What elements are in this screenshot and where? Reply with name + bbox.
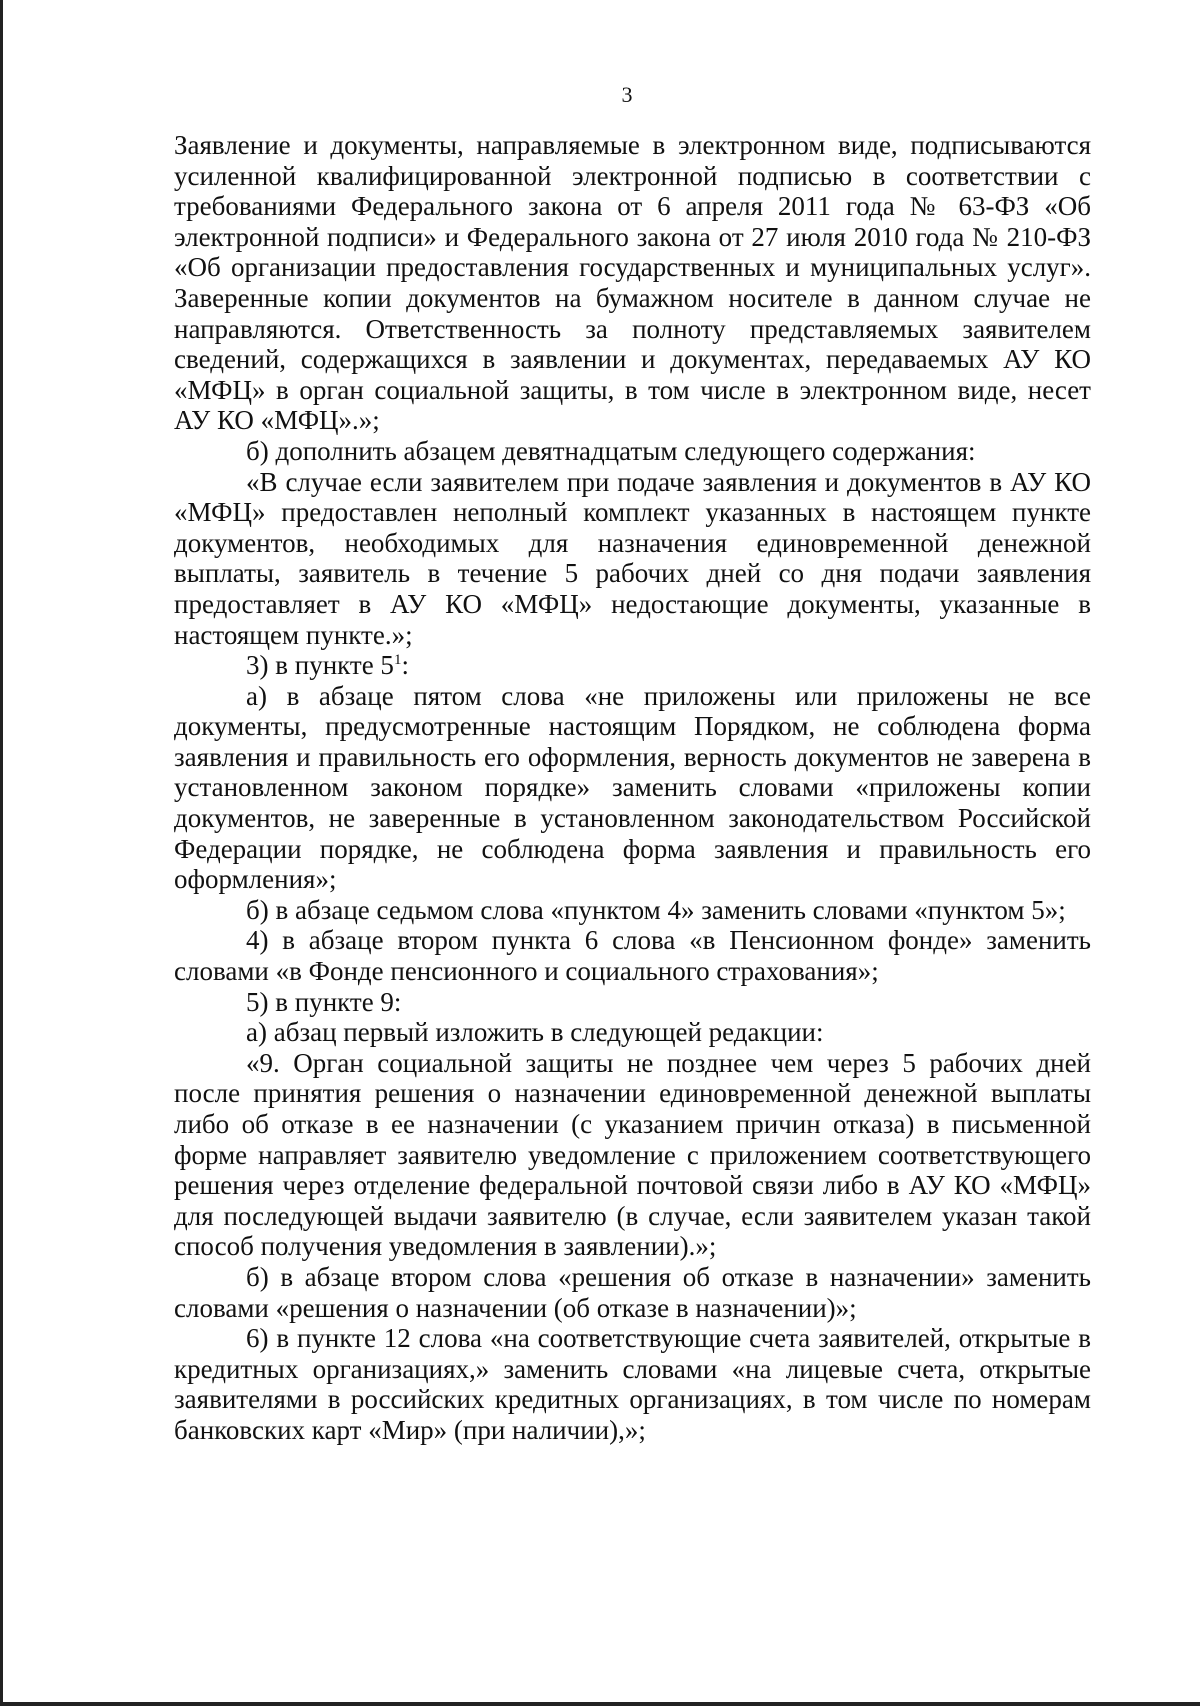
- page-number: 3: [621, 82, 633, 107]
- paragraph-abzats-5-replace: а) в абзаце пятом слова «не приложены или приложены не все документы, предусмотренные настоящим Порядком, не соблюдена форма заявления и правильность его оформления, верность документов не заверена в установленном законом порядке» заменить словами «приложены копии документов, не заверенные в установленном законодательством Российской Федерации порядке, не соблюдена форма заявления и правильность его оформления»;: [174, 680, 1091, 895]
- scan-left-border: [0, 0, 3, 1706]
- paragraph-signature-requirements: Заявление и документы, направляемые в электронном виде, подписываются усиленной квалифицированной электронной подписью в соответствии с требованиями Федерального закона от 6 апреля 2011 года № 63-ФЗ «Об электронной подписи» и Федерального закона от 27 июля 2010 года № 210-ФЗ «Об организации предоставления государственных и муниципальных услуг». Заверенные копии документов на бумажном носителе в данном случае не направляются. Ответственность за полноту представляемых заявителем сведений, содержащихся в заявлении и документах, передаваемых АУ КО «МФЦ» в орган социальной защиты, в том числе в электронном виде, несет АУ КО «МФЦ».»;: [174, 130, 1091, 436]
- paragraph-point-5-1: [174, 650, 1091, 681]
- point-5-1-colon: :: [401, 650, 409, 681]
- paragraph-point-9: 5) в пункте 9:: [246, 986, 402, 1017]
- scan-bottom-border: [0, 1702, 1200, 1706]
- paragraph-point-9-new-text: «9. Орган социальной защиты не позднее чем через 5 рабочих дней после принятия решения о назначении единовременной денежной выплаты либо об отказе в ее назначении (с указанием причин отказа) в письменной форме направляет заявителю уведомление с приложением соответствующего решения через отделение федеральной почтовой связи либо в АУ КО «МФЦ» для последующей выдачи заявителю (в случае, если заявителем указан такой способ получения уведомления в заявлении).»;: [174, 1047, 1091, 1262]
- paragraph-point-9-first-abzats: а) абзац первый изложить в следующей редакции:: [246, 1017, 824, 1048]
- paragraph-point-9-second-abzats: б) в абзаце втором слова «решения об отказе в назначении» заменить словами «решения о назначении (об отказе в назначении)»;: [174, 1261, 1091, 1323]
- paragraph-point-6-pension-fund: 4) в абзаце втором пункта 6 слова «в Пенсионном фонде» заменить словами «в Фонде пенсионного и социального страхования»;: [174, 925, 1091, 987]
- paragraph-amend-abzats-19: б) дополнить абзацем девятнадцатым следующего содержания:: [246, 435, 976, 466]
- paragraph-abzats-7-replace: б) в абзаце седьмом слова «пунктом 4» заменить словами «пунктом 5»;: [246, 894, 1066, 925]
- paragraph-point-12: 6) в пункте 12 слова «на соответствующие счета заявителей, открытые в кредитных организациях,» заменить словами «на лицевые счета, открытые заявителями в российских кредитных организациях, в том числе по номерам банковских карт «Мир» (при наличии),»;: [174, 1323, 1091, 1445]
- point-5-1-superscript: 1: [393, 652, 402, 669]
- point-5-1-text: 3) в пункте 5: [246, 650, 394, 681]
- paragraph-incomplete-documents: «В случае если заявителем при подаче заявления и документов в АУ КО «МФЦ» предоставлен неполный комплект указанных в настоящем пункте документов, необходимых для назначения единовременной денежной выплаты, заявитель в течение 5 рабочих дней со дня подачи заявления предоставляет в АУ КО «МФЦ» недостающие документы, указанные в настоящем пункте.»;: [174, 466, 1091, 650]
- document-body: [174, 130, 1091, 1446]
